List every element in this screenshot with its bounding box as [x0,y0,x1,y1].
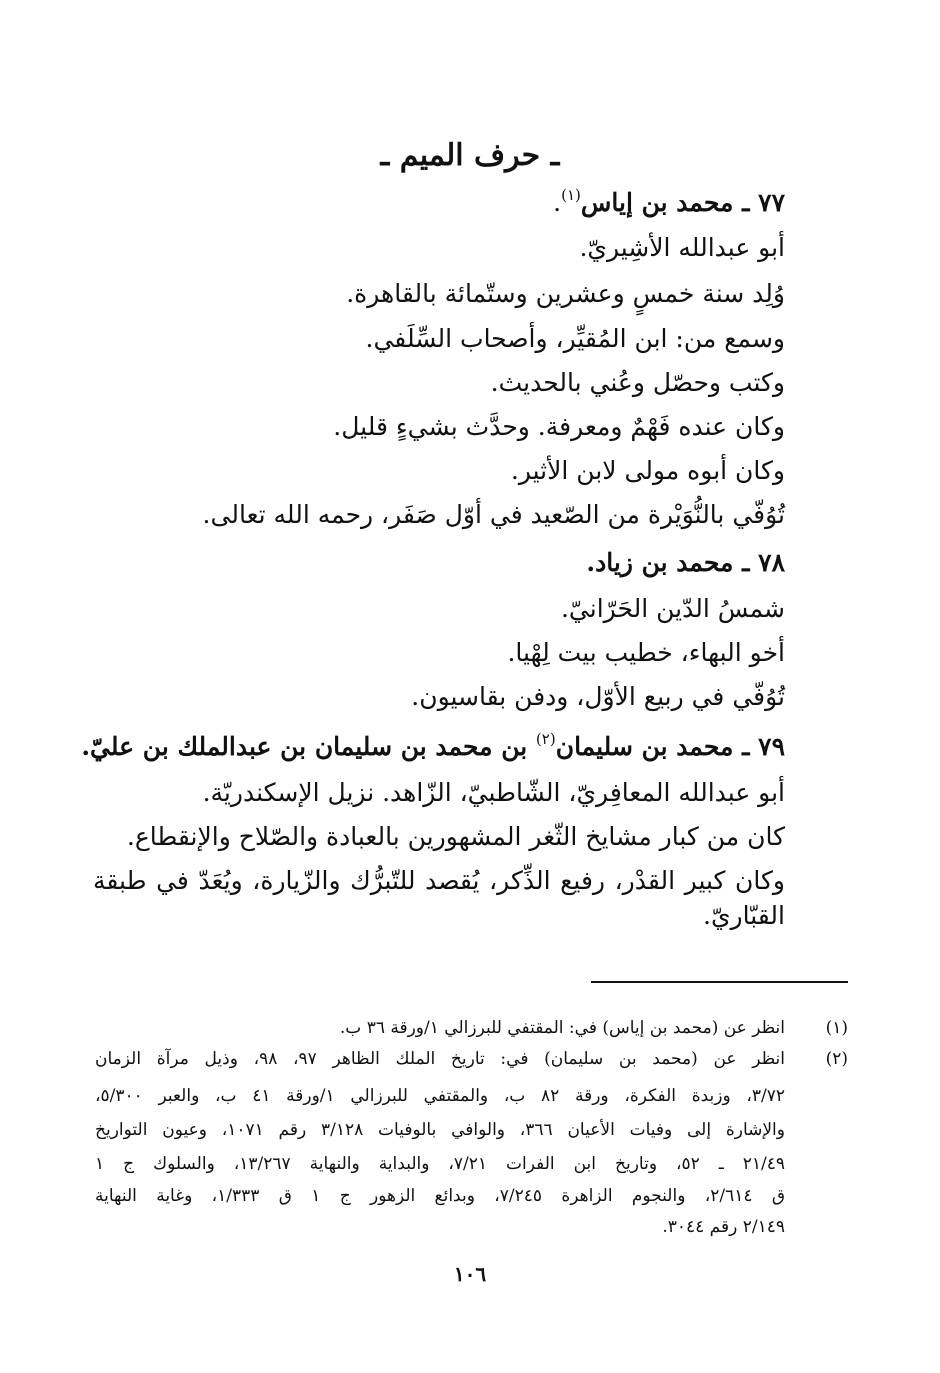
entry-title-text: ٧٩ ـ محمد بن سليمان [555,732,785,761]
entry-77-title [553,182,785,224]
entry-title-tail: . [553,188,562,217]
entry-line: كان من كبار مشايخ الثّغر المشهورين بالعبادة والصّلاح والإنقطاع. [126,822,785,851]
entry-line: وكان كبير القدْر، رفيع الذِّكر، يُقصد للتّبرُّك والزّيارة، ويُعَدّ في طبقة [93,866,785,895]
footnote-divider [591,981,848,983]
footnote-ref: (٢) [535,730,556,748]
entry-79-title [81,726,785,768]
footnote-ref: (١) [561,186,581,204]
entry-line: شمسُ الدّين الحَرّانيّ. [560,594,785,623]
entry-line: القبّاريّ. [703,901,785,930]
footnote-line: ق ٢/٦١٤، والنجوم الزاهرة ٧/٢٤٥، وبدائع الزهور ج ١ ق ١/٣٣٣، وغاية النهاية [95,1186,786,1206]
entry-78-title [586,542,785,584]
entry-line: وكان عنده فَهْمٌ ومعرفة. وحدَّث بشيءٍ قليل. [333,412,785,441]
entry-line: أبو عبدالله المعافِريّ، الشّاطبيّ، الزّاهد. نزيل الإسكندريّة. [202,778,785,807]
footnote-line: ٣/٧٢، وزبدة الفكرة، ورقة ٨٢ ب، والمقتفي للبرزالي ١/ورقة ٤١ ب، والعبر ٥/٣٠٠، [95,1086,785,1106]
entry-line: وكتب وحصّل وعُني بالحديث. [490,368,785,397]
entry-line: وُلِد سنة خمسٍ وعشرين وستّمائة بالقاهرة. [346,279,785,308]
footnote-line: انظر عن (محمد بن إياس) في: المقتفي للبرزالي ١/ورقة ٣٦ ب. [339,1018,785,1038]
footnote-number: (٢) [825,1049,848,1069]
entry-line: وسمع من: ابن المُقيِّر، وأصحاب السِّلَفي. [365,324,785,353]
entry-line: تُوُفّي بالنُّوَيْرة من الصّعيد في أوّل صَفَر، رحمه الله تعالى. [202,500,785,529]
footnote-line: ٢١/٤٩ ـ ٥٢، وتاريخ ابن الفرات ٧/٢١، والبداية والنهاية ١٣/٢٦٧، والسلوك ج ١ [95,1154,785,1174]
entry-line: تُوُفّي في ربيع الأوّل، ودفن بقاسيون. [411,682,785,711]
footnote-line: انظر عن (محمد بن سليمان) في: تاريخ الملك الظاهر ٩٧، ٩٨، وذيل مرآة الزمان [95,1049,785,1069]
footnote-line: والإشارة إلى وفيات الأعيان ٣٦٦، والوافي بالوفيات ٣/١٢٨ رقم ١٠٧١، وعيون التواريخ [95,1120,785,1140]
entry-title-text: ٧٧ ـ محمد بن إياس [580,188,785,217]
footnote-number: (١) [825,1018,848,1038]
entry-title-tail: بن محمد بن سليمان بن عبدالملك بن عليّ. [81,732,536,761]
entry-line: أبو عبدالله الأشِيريّ. [579,233,785,262]
entry-line: أخو البهاء، خطيب بيت لِهْيا. [507,638,785,667]
section-heading: ـ حرف الميم ـ [380,138,560,173]
page-number: ١٠٦ [453,1262,487,1286]
footnote-line: ٢/١٤٩ رقم ٣٠٤٤. [662,1217,785,1237]
entry-line: وكان أبوه مولى لابن الأثير. [510,456,785,485]
entry-title-text: ٧٨ ـ محمد بن زياد. [586,548,785,577]
